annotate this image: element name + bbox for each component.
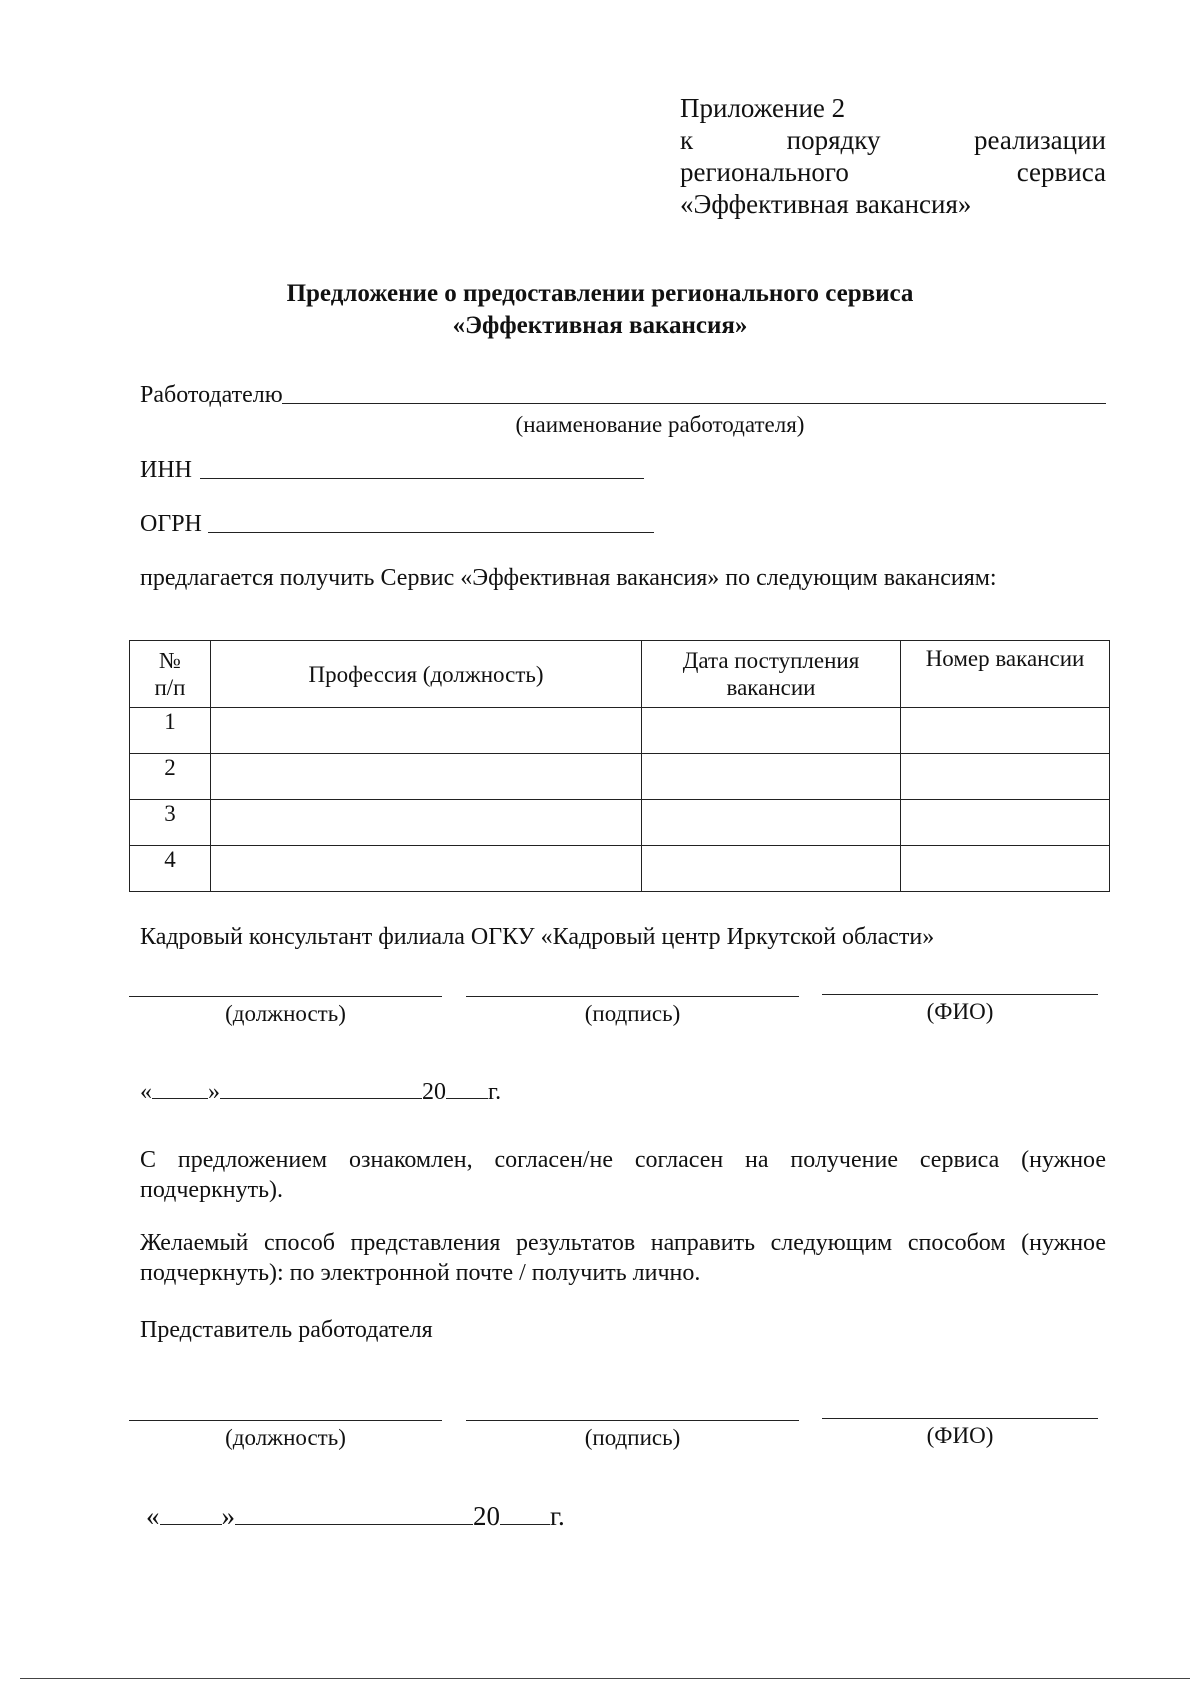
representative-position-field[interactable] [129,1420,442,1421]
table-header-row [130,641,1110,708]
profession-cell[interactable] [211,708,642,754]
date-day-field[interactable] [160,1500,222,1525]
representative-name-field[interactable] [822,1418,1098,1419]
representative-signature-caption: (подпись) [584,1425,681,1450]
representative-name-caption: (ФИО) [926,1423,994,1448]
vacancy-number-cell[interactable] [901,708,1110,754]
date-year-field[interactable] [500,1500,550,1525]
appendix-word: сервиса [1016,157,1106,187]
appendix-word: порядку [786,125,881,155]
profession-cell[interactable] [211,800,642,846]
date-cell[interactable] [642,754,901,800]
date-year-field[interactable] [446,1076,488,1099]
consultant-position-field[interactable] [129,996,442,997]
header-number-line-2: п/п [154,675,186,700]
appendix-line-3 [680,156,1106,188]
profession-cell[interactable] [211,754,642,800]
consultant-date-line [140,1076,501,1107]
page-bottom-edge [20,1678,1190,1679]
representative-date-line [146,1500,565,1532]
employer-label: Работодателю [140,382,283,408]
appendix-word: регионального [680,157,849,187]
date-close-quote: » [208,1079,220,1105]
intro-text: предлагается получить Сервис «Эффективная вакансия» по следующим вакансиям: [140,565,997,591]
table-row [130,800,1110,846]
consent-text: С предложением ознакомлен, согласен/не согласен на получение сервиса (нужное подчеркнуть). [140,1147,1106,1203]
appendix-line-2 [680,124,1106,156]
date-year-suffix: г. [550,1501,565,1531]
table-row [130,846,1110,892]
consultant-signature-field[interactable] [466,996,799,997]
vacancy-number-cell[interactable] [901,846,1110,892]
appendix-word: к [680,125,694,155]
table-row [130,754,1110,800]
date-open-quote: « [146,1501,160,1531]
header-number-line-1: № [159,648,181,673]
employer-field[interactable] [282,403,1106,404]
profession-cell[interactable] [211,846,642,892]
inn-label: ИНН [140,457,192,483]
vacancy-table [129,640,1110,892]
ogrn-field[interactable] [208,532,654,533]
header-vacancy-number: Номер вакансии [901,641,1110,708]
row-number: 1 [130,708,211,754]
date-month-field[interactable] [220,1076,422,1099]
representative-label: Представитель работодателя [140,1317,433,1343]
date-year-prefix: 20 [473,1501,500,1531]
date-cell[interactable] [642,800,901,846]
appendix-number: Приложение 2 [680,93,846,123]
consultant-label: Кадровый консультант филиала ОГКУ «Кадровый центр Иркутской области» [140,924,935,950]
appendix-line-4: «Эффективная вакансия» [680,189,972,219]
appendix-reference [680,92,1106,220]
date-month-field[interactable] [235,1500,473,1525]
header-number [130,641,211,708]
header-date [642,641,901,708]
document-title [0,278,1200,342]
consultant-name-caption: (ФИО) [926,999,994,1024]
row-number: 4 [130,846,211,892]
inn-field[interactable] [200,478,644,479]
consultant-signature-caption: (подпись) [584,1001,681,1026]
vacancy-number-cell[interactable] [901,754,1110,800]
date-open-quote: « [140,1079,152,1105]
title-line-2: «Эффективная вакансия» [452,312,748,339]
date-cell[interactable] [642,846,901,892]
consultant-name-field[interactable] [822,994,1098,995]
date-year-prefix: 20 [422,1079,446,1105]
date-year-suffix: г. [488,1079,502,1105]
row-number: 2 [130,754,211,800]
header-date-line-2: вакансии [726,675,816,700]
header-profession: Профессия (должность) [211,641,642,708]
vacancy-number-cell[interactable] [901,800,1110,846]
title-line-1: Предложение о предоставлении регионального сервиса [286,280,914,307]
date-cell[interactable] [642,708,901,754]
delivery-text: Желаемый способ представления результатов направить следующим способом (нужное подчеркнуть): по электронной почте / получить лично. [140,1230,1106,1286]
employer-caption: (наименование работодателя) [515,412,805,437]
header-date-line-1: Дата поступления [682,648,860,673]
table-row [130,708,1110,754]
ogrn-label: ОГРН [140,511,202,537]
appendix-word: реализации [974,125,1106,155]
row-number: 3 [130,800,211,846]
date-day-field[interactable] [152,1076,208,1099]
date-close-quote: » [221,1501,235,1531]
representative-position-caption: (должность) [225,1425,346,1450]
consultant-position-caption: (должность) [225,1001,346,1026]
representative-signature-field[interactable] [466,1420,799,1421]
